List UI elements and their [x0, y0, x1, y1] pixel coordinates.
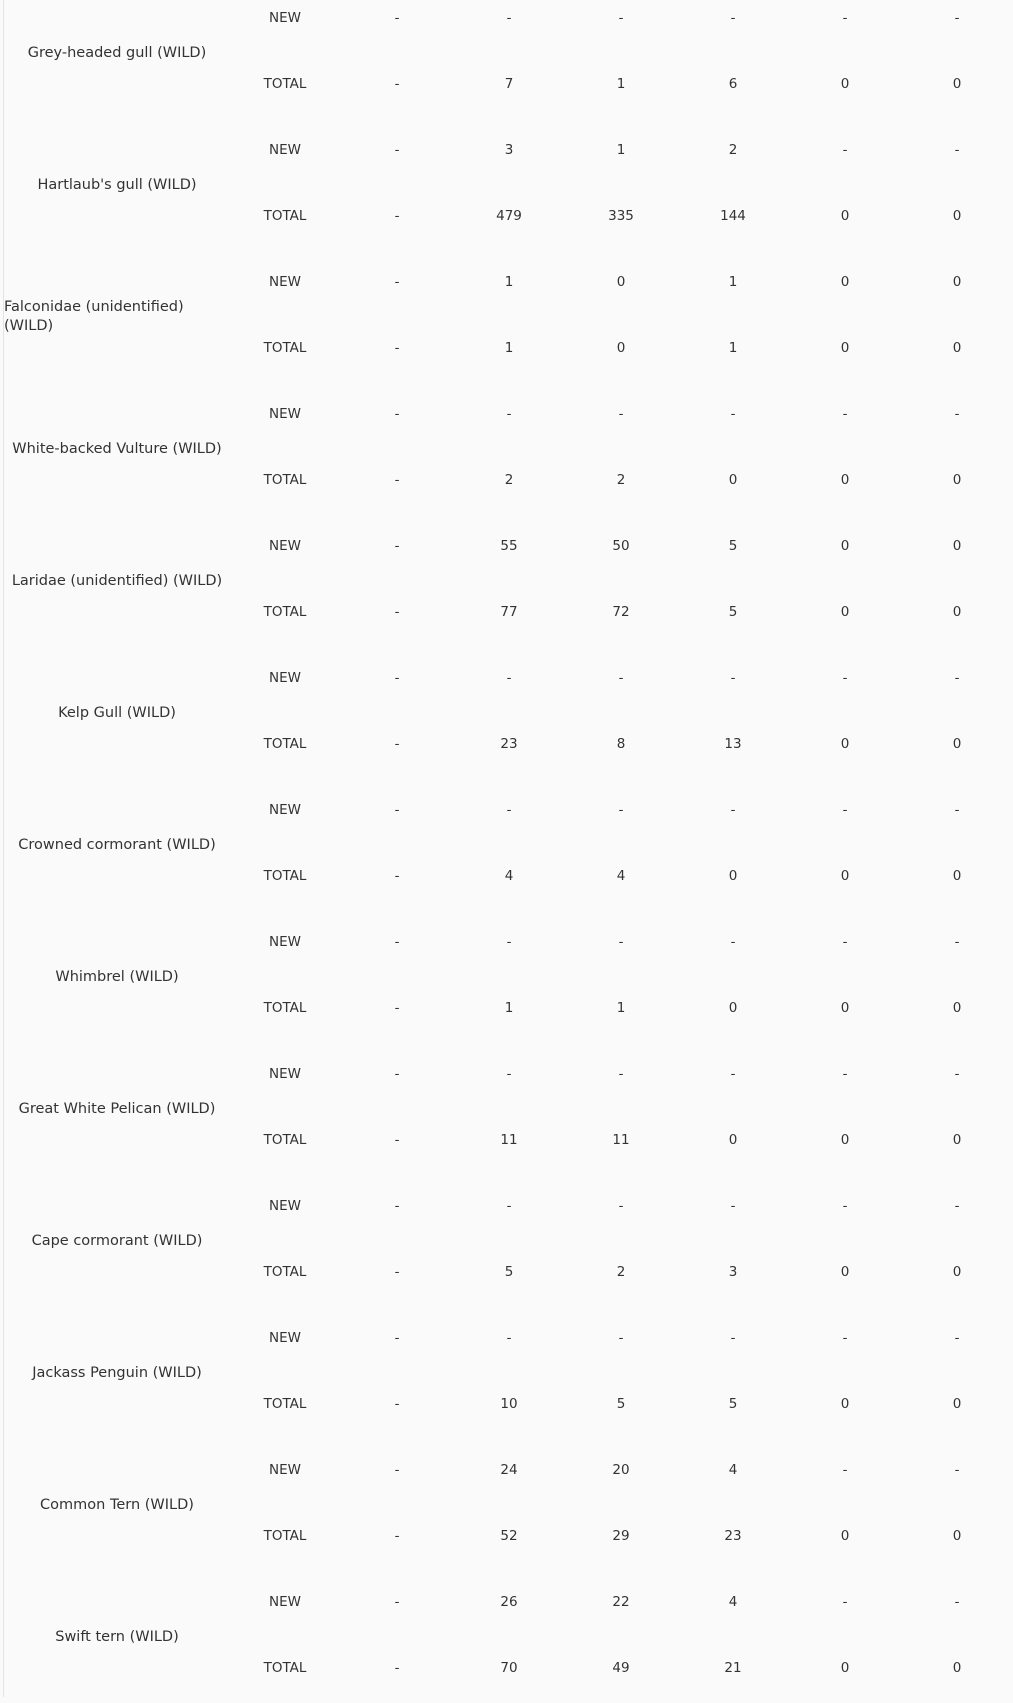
table-cell: - [730, 934, 736, 950]
table-cell: 0 [728, 472, 738, 488]
table-cell: - [842, 802, 848, 818]
table-cell: - [842, 1330, 848, 1346]
table-cell: - [842, 934, 848, 950]
total-row [0, 1394, 1013, 1414]
table-cell: - [954, 1066, 960, 1082]
species-name: Kelp Gull (WILD) [58, 704, 176, 721]
table-cell: - [954, 1462, 960, 1478]
table-cell: - [842, 1594, 848, 1610]
table-cell: 0 [952, 1132, 962, 1148]
species-name: Swift tern (WILD) [55, 1628, 179, 1645]
new-row [0, 1328, 1013, 1348]
table-cell: 2 [616, 1264, 626, 1280]
table-cell: 1 [504, 1000, 514, 1016]
new-row [0, 1592, 1013, 1612]
species-group [0, 779, 1013, 911]
table-cell: - [842, 1462, 848, 1478]
table-cell: - [506, 934, 512, 950]
table-cell: 13 [724, 736, 742, 752]
row-type-label: NEW [269, 1066, 301, 1082]
table-cell: 23 [500, 736, 518, 752]
table-cell: 70 [500, 1660, 518, 1676]
table-cell: - [394, 1660, 400, 1676]
total-row [0, 74, 1013, 94]
table-cell: 1 [616, 1000, 626, 1016]
row-type-label: TOTAL [263, 1660, 307, 1676]
total-row [0, 734, 1013, 754]
new-row [0, 404, 1013, 424]
table-cell: 1 [616, 76, 626, 92]
table-cell: 0 [840, 1528, 850, 1544]
table-cell: 0 [952, 604, 962, 620]
table-cell: 0 [952, 472, 962, 488]
table-cell: - [618, 934, 624, 950]
total-row [0, 338, 1013, 358]
total-row [0, 470, 1013, 490]
row-type-label: NEW [269, 10, 301, 26]
table-cell: - [730, 802, 736, 818]
table-cell: 1 [728, 340, 738, 356]
table-cell: - [394, 1000, 400, 1016]
table-cell: 26 [500, 1594, 518, 1610]
table-cell: 10 [500, 1396, 518, 1412]
table-cell: 0 [952, 1264, 962, 1280]
table-cell: 5 [616, 1396, 626, 1412]
table-cell: - [618, 1066, 624, 1082]
table-cell: 0 [840, 1396, 850, 1412]
table-cell: 5 [728, 538, 738, 554]
table-cell: 50 [612, 538, 630, 554]
table-cell: - [730, 1066, 736, 1082]
table-cell: - [506, 802, 512, 818]
table-cell: 0 [840, 1660, 850, 1676]
table-cell: - [394, 472, 400, 488]
row-type-label: TOTAL [263, 1132, 307, 1148]
table-cell: 0 [840, 736, 850, 752]
table-cell: - [506, 670, 512, 686]
table-cell: 3 [504, 142, 514, 158]
total-row [0, 866, 1013, 886]
table-cell: - [842, 1066, 848, 1082]
species-group [0, 1043, 1013, 1175]
table-cell: 4 [504, 868, 514, 884]
table-cell: - [394, 1462, 400, 1478]
table-cell: - [618, 406, 624, 422]
row-type-label: NEW [269, 1330, 301, 1346]
table-cell: - [394, 10, 400, 26]
table-cell: 1 [616, 142, 626, 158]
table-cell: - [394, 340, 400, 356]
table-cell: 0 [840, 1264, 850, 1280]
row-type-label: NEW [269, 1594, 301, 1610]
table-cell: 0 [840, 340, 850, 356]
table-cell: 0 [840, 76, 850, 92]
table-cell: 3 [728, 1264, 738, 1280]
table-cell: 11 [500, 1132, 518, 1148]
table-cell: - [394, 1264, 400, 1280]
table-cell: - [394, 604, 400, 620]
table-cell: 335 [608, 208, 634, 224]
new-row [0, 1196, 1013, 1216]
row-type-label: NEW [269, 802, 301, 818]
table-cell: 1 [504, 274, 514, 290]
species-group [0, 119, 1013, 251]
species-group [0, 1307, 1013, 1439]
table-cell: - [730, 1330, 736, 1346]
table-cell: - [506, 10, 512, 26]
new-row [0, 1460, 1013, 1480]
total-row [0, 1262, 1013, 1282]
table-cell: 479 [496, 208, 522, 224]
table-cell: - [954, 1330, 960, 1346]
table-cell: 0 [952, 274, 962, 290]
table-cell: - [842, 406, 848, 422]
table-cell: - [954, 1594, 960, 1610]
row-type-label: TOTAL [263, 208, 307, 224]
table-cell: - [394, 76, 400, 92]
row-type-label: TOTAL [263, 340, 307, 356]
table-cell: - [394, 538, 400, 554]
table-cell: - [842, 1198, 848, 1214]
table-cell: - [394, 1330, 400, 1346]
species-name: White-backed Vulture (WILD) [12, 440, 222, 457]
row-type-label: TOTAL [263, 1396, 307, 1412]
table-cell: 2 [616, 472, 626, 488]
species-name: Falconidae (unidentified) (WILD) [4, 299, 184, 334]
new-row [0, 140, 1013, 160]
total-row [0, 602, 1013, 622]
total-row [0, 998, 1013, 1018]
table-cell: 4 [728, 1594, 738, 1610]
table-cell: 0 [952, 76, 962, 92]
table-cell: - [394, 142, 400, 158]
table-cell: - [394, 406, 400, 422]
table-cell: 52 [500, 1528, 518, 1544]
row-type-label: TOTAL [263, 1528, 307, 1544]
table-cell: 4 [728, 1462, 738, 1478]
table-cell: - [506, 1330, 512, 1346]
species-group [0, 1439, 1013, 1571]
table-cell: - [506, 1198, 512, 1214]
table-cell: 0 [840, 274, 850, 290]
table-cell: 144 [720, 208, 746, 224]
table-cell: 0 [840, 208, 850, 224]
table-cell: - [618, 10, 624, 26]
table-cell: - [618, 1330, 624, 1346]
table-cell: 11 [612, 1132, 630, 1148]
table-cell: 23 [724, 1528, 742, 1544]
new-row [0, 8, 1013, 28]
species-name: Cape cormorant (WILD) [31, 1232, 203, 1249]
table-cell: - [954, 1198, 960, 1214]
row-type-label: NEW [269, 934, 301, 950]
table-cell: - [394, 208, 400, 224]
row-type-label: NEW [269, 670, 301, 686]
species-name: Hartlaub's gull (WILD) [37, 176, 197, 193]
table-cell: 1 [728, 274, 738, 290]
table-cell: 77 [500, 604, 518, 620]
row-type-label: NEW [269, 1462, 301, 1478]
table-cell: 72 [612, 604, 630, 620]
table-cell: 0 [952, 1000, 962, 1016]
table-cell: - [394, 274, 400, 290]
species-name: Great White Pelican (WILD) [18, 1100, 216, 1117]
table-cell: - [618, 670, 624, 686]
table-cell: 0 [952, 868, 962, 884]
row-type-label: NEW [269, 1198, 301, 1214]
species-name: Laridae (unidentified) (WILD) [11, 572, 223, 589]
total-row [0, 1658, 1013, 1678]
table-cell: - [394, 1066, 400, 1082]
row-type-label: TOTAL [263, 76, 307, 92]
table-cell: - [842, 10, 848, 26]
species-name: Common Tern (WILD) [40, 1496, 194, 1513]
table-cell: 0 [728, 1000, 738, 1016]
new-row [0, 932, 1013, 952]
species-name: Jackass Penguin (WILD) [32, 1364, 202, 1381]
table-cell: 2 [728, 142, 738, 158]
species-name: Grey-headed gull (WILD) [27, 44, 207, 61]
table-cell: 20 [612, 1462, 630, 1478]
table-cell: 49 [612, 1660, 630, 1676]
table-cell: 0 [840, 1132, 850, 1148]
table-cell: 8 [616, 736, 626, 752]
row-type-label: TOTAL [263, 1264, 307, 1280]
table-cell: 0 [952, 538, 962, 554]
table-cell: - [730, 670, 736, 686]
species-group [0, 1175, 1013, 1307]
table-cell: 6 [728, 76, 738, 92]
table-cell: 1 [504, 340, 514, 356]
species-name: Crowned cormorant (WILD) [18, 836, 216, 853]
row-type-label: TOTAL [263, 1000, 307, 1016]
row-type-label: TOTAL [263, 868, 307, 884]
table-cell: - [506, 1066, 512, 1082]
table-cell: 0 [840, 604, 850, 620]
table-cell: - [730, 1198, 736, 1214]
table-cell: - [506, 406, 512, 422]
new-row [0, 1064, 1013, 1084]
table-cell: 55 [500, 538, 518, 554]
table-cell: - [954, 406, 960, 422]
total-row [0, 1526, 1013, 1546]
species-group [0, 1571, 1013, 1703]
table-cell: - [394, 670, 400, 686]
table-cell: - [394, 934, 400, 950]
table-cell: 21 [724, 1660, 742, 1676]
species-group [0, 251, 1013, 383]
table-cell: 22 [612, 1594, 630, 1610]
table-cell: 29 [612, 1528, 630, 1544]
table-cell: 0 [952, 1660, 962, 1676]
table-cell: 5 [728, 1396, 738, 1412]
species-name: Whimbrel (WILD) [55, 968, 179, 985]
table-cell: - [954, 142, 960, 158]
table-cell: 0 [616, 274, 626, 290]
table-cell: 7 [504, 76, 514, 92]
species-group [0, 0, 1013, 119]
table-cell: 0 [616, 340, 626, 356]
row-type-label: TOTAL [263, 604, 307, 620]
table-cell: 5 [504, 1264, 514, 1280]
table-cell: 0 [728, 1132, 738, 1148]
table-cell: - [394, 1528, 400, 1544]
table-cell: - [842, 142, 848, 158]
table-cell: - [394, 1132, 400, 1148]
new-row [0, 668, 1013, 688]
species-group [0, 911, 1013, 1043]
species-group [0, 515, 1013, 647]
row-type-label: TOTAL [263, 472, 307, 488]
table-cell: 0 [840, 472, 850, 488]
table-cell: 0 [952, 1528, 962, 1544]
table-cell: - [394, 1396, 400, 1412]
row-type-label: NEW [269, 538, 301, 554]
table-cell: 0 [840, 868, 850, 884]
row-type-label: NEW [269, 406, 301, 422]
row-type-label: NEW [269, 142, 301, 158]
table-cell: - [954, 934, 960, 950]
table-cell: - [394, 802, 400, 818]
table-cell: - [954, 670, 960, 686]
table-cell: - [618, 1198, 624, 1214]
table-cell: - [618, 802, 624, 818]
table-cell: - [394, 868, 400, 884]
species-group [0, 383, 1013, 515]
table-cell: - [394, 736, 400, 752]
new-row [0, 272, 1013, 292]
new-row [0, 536, 1013, 556]
table-cell: 0 [952, 208, 962, 224]
table-cell: - [954, 10, 960, 26]
row-type-label: NEW [269, 274, 301, 290]
species-group [0, 647, 1013, 779]
table-cell: 0 [728, 868, 738, 884]
table-cell: 5 [728, 604, 738, 620]
table-cell: 0 [952, 340, 962, 356]
table-cell: - [954, 802, 960, 818]
row-type-label: TOTAL [263, 736, 307, 752]
total-row [0, 206, 1013, 226]
new-row [0, 800, 1013, 820]
table-cell: 4 [616, 868, 626, 884]
table-cell: - [394, 1198, 400, 1214]
table-cell: 0 [840, 1000, 850, 1016]
table-cell: - [730, 10, 736, 26]
table-cell: 0 [952, 736, 962, 752]
total-row [0, 1130, 1013, 1150]
table-cell: - [730, 406, 736, 422]
table-cell: 0 [952, 1396, 962, 1412]
table-cell: - [394, 1594, 400, 1610]
table-cell: 2 [504, 472, 514, 488]
table-cell: - [842, 670, 848, 686]
table-cell: 24 [500, 1462, 518, 1478]
table-cell: 0 [840, 538, 850, 554]
